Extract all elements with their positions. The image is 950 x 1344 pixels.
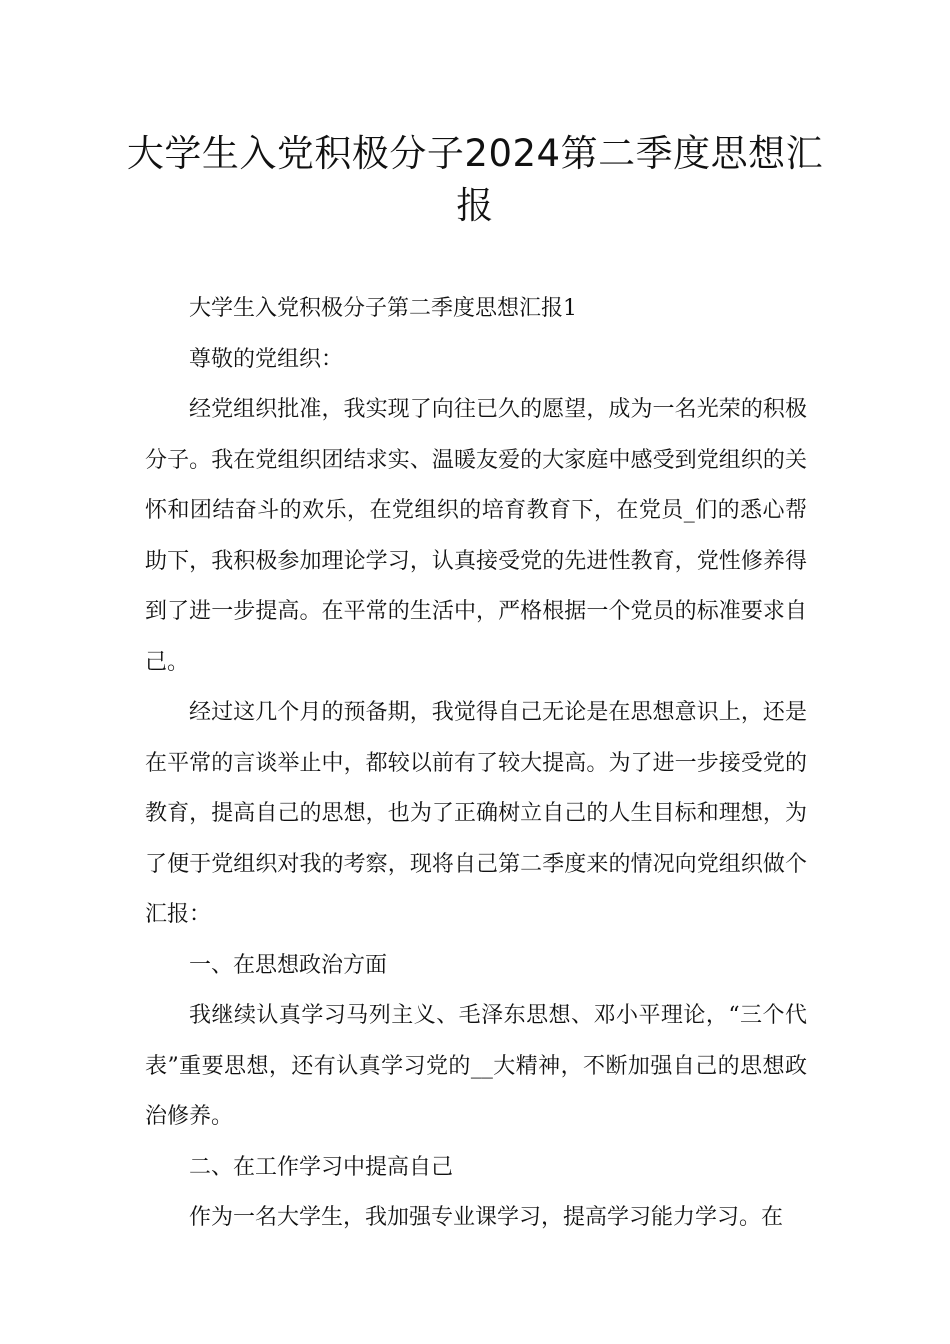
body-paragraph: 经过这几个月的预备期，我觉得自己无论是在思想意识上，还是在平常的言谈举止中，都较以前有了较大提高。为了进一步接受党的教育，提高自己的思想，也为了正确树立自己的人生目标和理想，为了便于党组织对我的考察，现将自己第二季度来的情况向党组织做个汇报：	[145, 700, 807, 927]
body-paragraph: 我继续认真学习马列主义、毛泽东思想、邓小平理论，“三个代表”重要思想，还有认真学习党的__大精神，不断加强自己的思想政治修养。	[145, 1003, 807, 1129]
document-body	[145, 284, 807, 1244]
document-title: 大学生入党积极分子2024第二季度思想汇报	[126, 132, 824, 227]
report-subtitle: 大学生入党积极分子第二季度思想汇报1	[189, 296, 577, 321]
body-paragraph: 作为一名大学生，我加强专业课学习，提高学习能力学习。在	[189, 1205, 784, 1230]
salutation: 尊敬的党组织：	[189, 346, 344, 372]
section-heading: 二、在工作学习中提高自己	[189, 1154, 454, 1180]
section-heading: 一、在思想政治方面	[189, 952, 388, 978]
body-paragraph: 经党组织批准，我实现了向往已久的愿望，成为一名光荣的积极分子。我在党组织团结求实、温暖友爱的大家庭中感受到党组织的关怀和团结奋斗的欢乐，在党组织的培育教育下，在党员_们的悉心帮助下，我积极参加理论学习，认真接受党的先进性教育，党性修养得到了进一步提高。在平常的生活中，严格根据一个党员的标准要求自己。	[145, 397, 807, 675]
